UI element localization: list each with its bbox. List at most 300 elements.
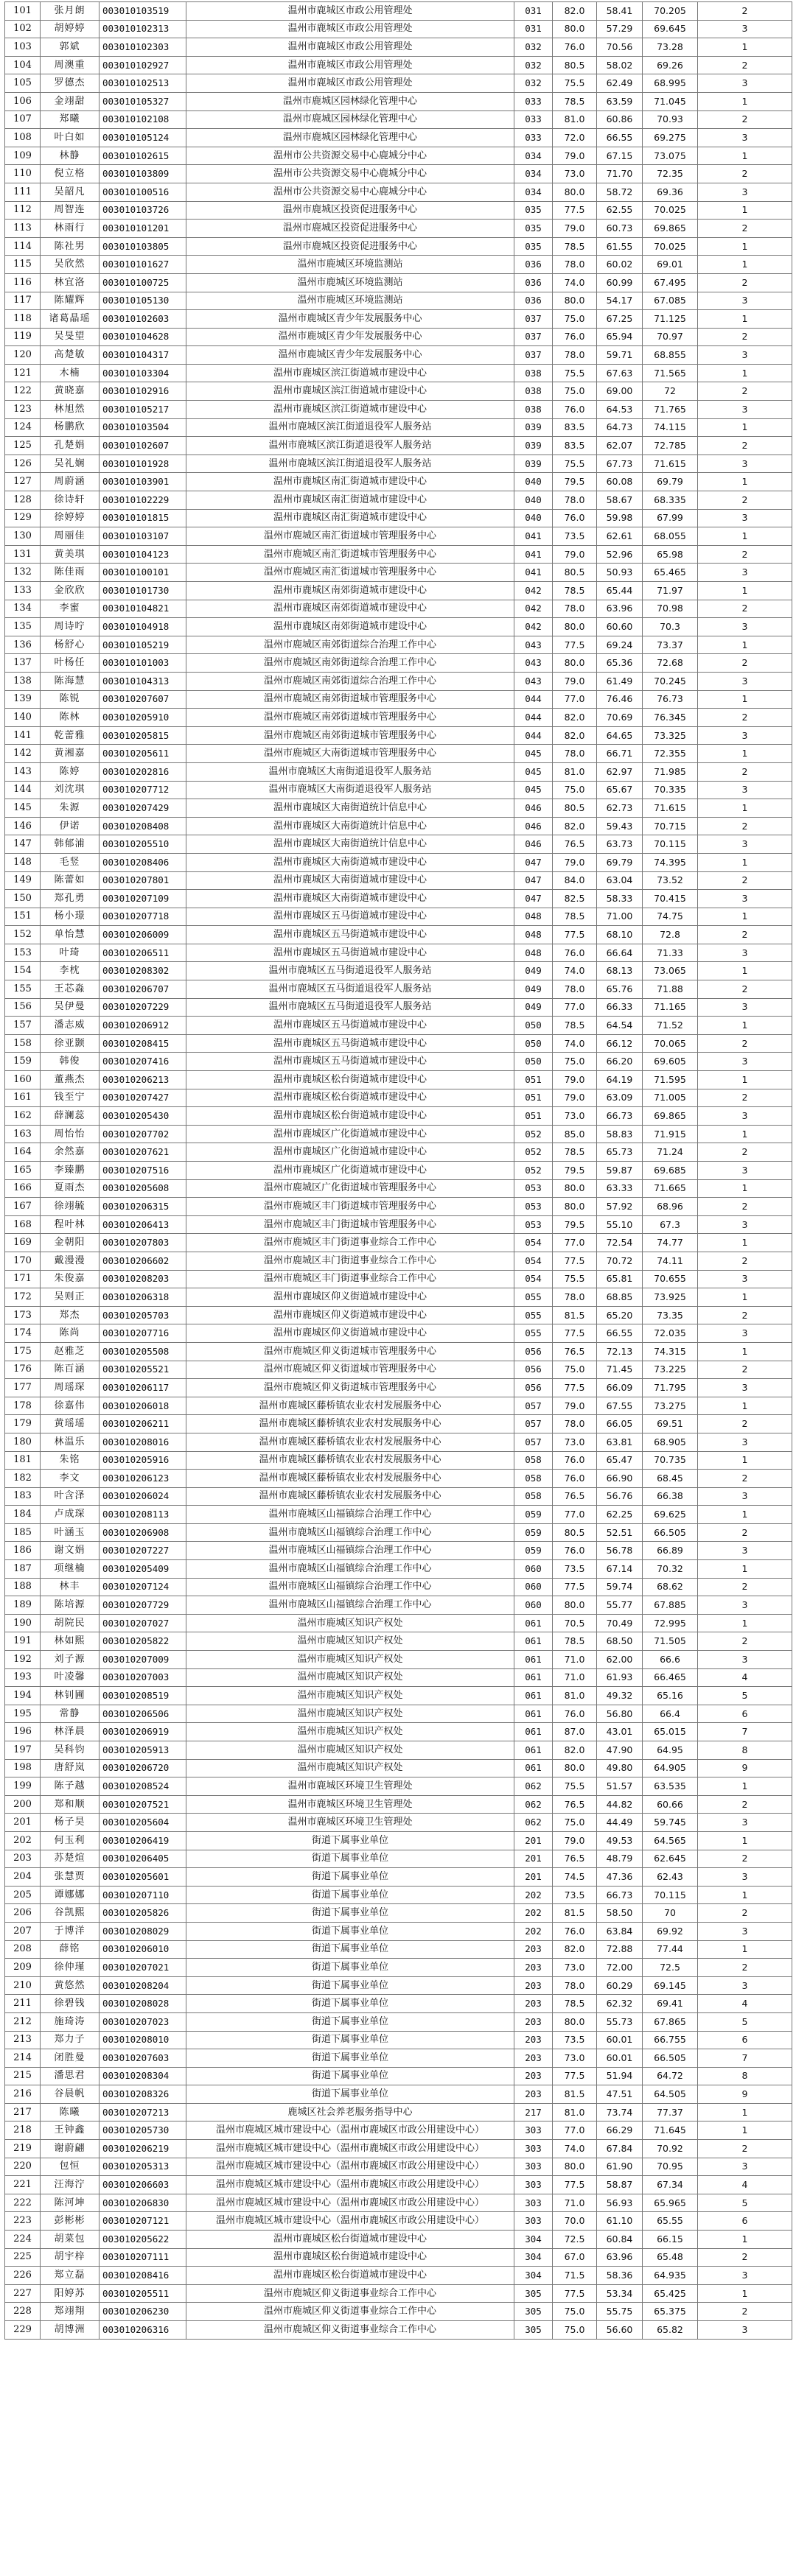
interview-score-cell: 62.07 (597, 437, 643, 455)
name-cell: 薛铭 (41, 1940, 100, 1959)
name-cell: 胡博洲 (41, 2321, 100, 2340)
total-score-cell: 67.99 (643, 509, 698, 527)
row-number-cell: 220 (5, 2158, 41, 2176)
rank-cell: 1 (698, 1342, 792, 1361)
row-number-cell: 145 (5, 799, 41, 818)
rank-cell: 3 (698, 74, 792, 93)
table-row (5, 1433, 792, 1451)
total-score-cell: 67.34 (643, 2176, 698, 2194)
total-score-cell: 72.35 (643, 165, 698, 183)
total-score-cell: 67.3 (643, 1215, 698, 1234)
row-number-cell: 160 (5, 1071, 41, 1089)
table-row (5, 1741, 792, 1760)
total-score-cell: 69.145 (643, 1976, 698, 1995)
written-score-cell: 78.0 (553, 256, 597, 274)
name-cell: 徐翊毓 (41, 1198, 100, 1216)
name-cell: 徐亚颢 (41, 1034, 100, 1053)
name-cell: 周丽佳 (41, 527, 100, 546)
position-code-cell: 050 (514, 1017, 553, 1035)
interview-score-cell: 63.09 (597, 1089, 643, 1107)
exam-id-cell: 003010206506 (100, 1705, 186, 1723)
position-code-cell: 036 (514, 256, 553, 274)
table-row (5, 672, 792, 690)
rank-cell: 1 (698, 147, 792, 165)
unit-cell: 街道下属事业单位 (186, 1922, 514, 1940)
total-score-cell: 70.415 (643, 890, 698, 908)
exam-id-cell: 003010102229 (100, 491, 186, 510)
row-number-cell: 105 (5, 74, 41, 93)
interview-score-cell: 60.99 (597, 273, 643, 292)
position-code-cell: 304 (514, 2231, 553, 2249)
total-score-cell: 70.97 (643, 328, 698, 346)
total-score-cell: 72.8 (643, 926, 698, 944)
interview-score-cell: 57.92 (597, 1198, 643, 1216)
name-cell: 薛澜蕊 (41, 1107, 100, 1126)
table-row (5, 1288, 792, 1307)
written-score-cell: 73.0 (553, 165, 597, 183)
interview-score-cell: 71.45 (597, 1361, 643, 1379)
total-score-cell: 76.345 (643, 709, 698, 727)
position-code-cell: 056 (514, 1361, 553, 1379)
written-score-cell: 74.0 (553, 273, 597, 292)
exam-id-cell: 003010206707 (100, 980, 186, 999)
total-score-cell: 69.41 (643, 1995, 698, 2013)
name-cell: 林丰 (41, 1578, 100, 1596)
unit-cell: 温州市鹿城区城市建设中心（温州市鹿城区市政公用建设中心） (186, 2176, 514, 2194)
total-score-cell: 66.89 (643, 1542, 698, 1560)
written-score-cell: 80.0 (553, 183, 597, 201)
rank-cell: 1 (698, 2121, 792, 2140)
rank-cell: 1 (698, 237, 792, 256)
row-number-cell: 189 (5, 1596, 41, 1615)
row-number-cell: 123 (5, 401, 41, 419)
rank-cell: 1 (698, 1179, 792, 1198)
position-code-cell: 033 (514, 92, 553, 110)
table-row (5, 56, 792, 74)
total-score-cell: 73.37 (643, 636, 698, 654)
exam-id-cell: 003010205511 (100, 2284, 186, 2303)
row-number-cell: 119 (5, 328, 41, 346)
position-code-cell: 036 (514, 273, 553, 292)
exam-id-cell: 003010102108 (100, 110, 186, 129)
written-score-cell: 81.0 (553, 762, 597, 781)
exam-id-cell: 003010207603 (100, 2049, 186, 2068)
rank-cell: 2 (698, 654, 792, 673)
interview-score-cell: 68.10 (597, 926, 643, 944)
row-number-cell: 199 (5, 1777, 41, 1796)
rank-cell: 1 (698, 473, 792, 491)
exam-id-cell: 003010207516 (100, 1162, 186, 1180)
rank-cell: 9 (698, 1759, 792, 1777)
rank-cell: 1 (698, 1777, 792, 1796)
row-number-cell: 135 (5, 618, 41, 636)
written-score-cell: 78.5 (553, 92, 597, 110)
interview-score-cell: 66.73 (597, 1107, 643, 1126)
total-score-cell: 73.35 (643, 1306, 698, 1324)
row-number-cell: 118 (5, 310, 41, 329)
exam-id-cell: 003010101928 (100, 455, 186, 473)
unit-cell: 温州市鹿城区山福镇综合治理工作中心 (186, 1523, 514, 1542)
position-code-cell: 303 (514, 2176, 553, 2194)
exam-id-cell: 003010207416 (100, 1053, 186, 1071)
total-score-cell: 68.45 (643, 1470, 698, 1488)
position-code-cell: 053 (514, 1179, 553, 1198)
interview-score-cell: 64.65 (597, 726, 643, 745)
interview-score-cell: 65.94 (597, 328, 643, 346)
row-number-cell: 134 (5, 600, 41, 618)
unit-cell: 街道下属事业单位 (186, 1886, 514, 1904)
interview-score-cell: 55.77 (597, 1596, 643, 1615)
exam-id-cell: 003010206219 (100, 2140, 186, 2158)
name-cell: 林泽晨 (41, 1723, 100, 1741)
unit-cell: 温州市鹿城区环境监测站 (186, 256, 514, 274)
interview-score-cell: 66.29 (597, 2121, 643, 2140)
rank-cell: 4 (698, 1668, 792, 1687)
total-score-cell: 65.16 (643, 1687, 698, 1705)
exam-id-cell: 003010205815 (100, 726, 186, 745)
unit-cell: 温州市鹿城区市政公用管理处 (186, 74, 514, 93)
row-number-cell: 211 (5, 1995, 41, 2013)
table-row (5, 1759, 792, 1777)
unit-cell: 温州市鹿城区城市建设中心（温州市鹿城区市政公用建设中心） (186, 2194, 514, 2212)
exam-id-cell: 003010103304 (100, 364, 186, 382)
name-cell: 胡院民 (41, 1614, 100, 1632)
rank-cell: 2 (698, 817, 792, 835)
unit-cell: 温州市鹿城区藤桥镇农业农村发展服务中心 (186, 1397, 514, 1415)
table-row (5, 147, 792, 165)
position-code-cell: 055 (514, 1306, 553, 1324)
written-score-cell: 83.5 (553, 437, 597, 455)
rank-cell: 2 (698, 491, 792, 510)
exam-id-cell: 003010207801 (100, 871, 186, 890)
unit-cell: 温州市鹿城区广化街道城市建设中心 (186, 1162, 514, 1180)
table-row (5, 1361, 792, 1379)
written-score-cell: 80.0 (553, 20, 597, 38)
rank-cell: 3 (698, 292, 792, 310)
interview-score-cell: 63.96 (597, 2248, 643, 2267)
unit-cell: 温州市鹿城区南郊街道城市管理服务中心 (186, 709, 514, 727)
interview-score-cell: 70.56 (597, 38, 643, 57)
row-number-cell: 192 (5, 1651, 41, 1669)
total-score-cell: 71.765 (643, 401, 698, 419)
exam-id-cell: 003010102607 (100, 437, 186, 455)
exam-id-cell: 003010206315 (100, 1198, 186, 1216)
row-number-cell: 140 (5, 709, 41, 727)
exam-id-cell: 003010100516 (100, 183, 186, 201)
written-score-cell: 78.0 (553, 980, 597, 999)
unit-cell: 温州市鹿城区青少年发展服务中心 (186, 310, 514, 329)
table-row (5, 292, 792, 310)
exam-id-cell: 003010206024 (100, 1487, 186, 1506)
unit-cell: 温州市鹿城区南郊街道综合治理工作中心 (186, 636, 514, 654)
exam-id-cell: 003010207712 (100, 781, 186, 799)
interview-score-cell: 67.15 (597, 147, 643, 165)
row-number-cell: 214 (5, 2049, 41, 2068)
unit-cell: 温州市鹿城区大南街道城市建设中心 (186, 853, 514, 871)
table-row (5, 1940, 792, 1959)
interview-score-cell: 67.63 (597, 364, 643, 382)
interview-score-cell: 59.98 (597, 509, 643, 527)
written-score-cell: 73.5 (553, 2031, 597, 2049)
unit-cell: 温州市鹿城区知识产权处 (186, 1687, 514, 1705)
interview-score-cell: 72.54 (597, 1234, 643, 1252)
position-code-cell: 049 (514, 980, 553, 999)
position-code-cell: 041 (514, 545, 553, 564)
interview-score-cell: 56.93 (597, 2194, 643, 2212)
position-code-cell: 304 (514, 2248, 553, 2267)
unit-cell: 街道下属事业单位 (186, 2012, 514, 2031)
position-code-cell: 203 (514, 2031, 553, 2049)
row-number-cell: 143 (5, 762, 41, 781)
unit-cell: 温州市鹿城区投资促进服务中心 (186, 237, 514, 256)
table-row (5, 1668, 792, 1687)
written-score-cell: 76.0 (553, 38, 597, 57)
exam-id-cell: 003010102603 (100, 310, 186, 329)
interview-score-cell: 63.73 (597, 835, 643, 854)
total-score-cell: 70.245 (643, 672, 698, 690)
written-score-cell: 77.5 (553, 1578, 597, 1596)
position-code-cell: 303 (514, 2158, 553, 2176)
exam-id-cell: 003010208408 (100, 817, 186, 835)
written-score-cell: 77.5 (553, 926, 597, 944)
row-number-cell: 110 (5, 165, 41, 183)
interview-score-cell: 62.25 (597, 1506, 643, 1524)
rank-cell: 6 (698, 2031, 792, 2049)
name-cell: 李蜜 (41, 600, 100, 618)
rank-cell: 1 (698, 1017, 792, 1035)
unit-cell: 温州市鹿城区知识产权处 (186, 1632, 514, 1651)
unit-cell: 温州市鹿城区南郊街道城市建设中心 (186, 600, 514, 618)
table-row (5, 1705, 792, 1723)
unit-cell: 温州市鹿城区五马街道城市建设中心 (186, 1053, 514, 1071)
interview-score-cell: 61.55 (597, 237, 643, 256)
rank-cell: 3 (698, 20, 792, 38)
exam-id-cell: 003010208304 (100, 2067, 186, 2085)
unit-cell: 温州市鹿城区南汇街道城市建设中心 (186, 491, 514, 510)
row-number-cell: 142 (5, 745, 41, 763)
interview-score-cell: 65.36 (597, 654, 643, 673)
row-number-cell: 223 (5, 2212, 41, 2231)
rank-cell: 3 (698, 1324, 792, 1343)
written-score-cell: 80.0 (553, 1759, 597, 1777)
written-score-cell: 71.5 (553, 2267, 597, 2285)
position-code-cell: 203 (514, 2049, 553, 2068)
interview-score-cell: 58.02 (597, 56, 643, 74)
row-number-cell: 203 (5, 1850, 41, 1868)
row-number-cell: 226 (5, 2267, 41, 2285)
rank-cell: 2 (698, 110, 792, 129)
rank-cell: 2 (698, 1578, 792, 1596)
position-code-cell: 062 (514, 1814, 553, 1832)
position-code-cell: 061 (514, 1651, 553, 1669)
name-cell: 徐仲瑾 (41, 1959, 100, 1977)
name-cell: 常静 (41, 1705, 100, 1723)
position-code-cell: 060 (514, 1560, 553, 1579)
rank-cell: 1 (698, 201, 792, 220)
position-code-cell: 034 (514, 147, 553, 165)
unit-cell: 温州市鹿城区山福镇综合治理工作中心 (186, 1506, 514, 1524)
position-code-cell: 203 (514, 1995, 553, 2013)
table-row (5, 273, 792, 292)
rank-cell: 2 (698, 1959, 792, 1977)
row-number-cell: 209 (5, 1959, 41, 1977)
interview-score-cell: 60.01 (597, 2049, 643, 2068)
exam-id-cell: 003010207124 (100, 1578, 186, 1596)
row-number-cell: 161 (5, 1089, 41, 1107)
position-code-cell: 041 (514, 564, 553, 582)
name-cell: 陈佳雨 (41, 564, 100, 582)
table-row (5, 2176, 792, 2194)
position-code-cell: 203 (514, 2067, 553, 2085)
total-score-cell: 68.995 (643, 74, 698, 93)
row-number-cell: 136 (5, 636, 41, 654)
table-row (5, 364, 792, 382)
table-row (5, 1614, 792, 1632)
name-cell: 苏楚煊 (41, 1850, 100, 1868)
row-number-cell: 171 (5, 1270, 41, 1288)
name-cell: 黄晓嘉 (41, 382, 100, 401)
interview-score-cell: 70.69 (597, 709, 643, 727)
position-code-cell: 055 (514, 1288, 553, 1307)
interview-score-cell: 56.80 (597, 1705, 643, 1723)
total-score-cell: 68.905 (643, 1433, 698, 1451)
row-number-cell: 169 (5, 1234, 41, 1252)
table-row (5, 1959, 792, 1977)
position-code-cell: 061 (514, 1759, 553, 1777)
row-number-cell: 222 (5, 2194, 41, 2212)
unit-cell: 温州市鹿城区丰门街道城市管理服务中心 (186, 1215, 514, 1234)
total-score-cell: 66.15 (643, 2231, 698, 2249)
unit-cell: 温州市鹿城区园林绿化管理中心 (186, 110, 514, 129)
unit-cell: 温州市鹿城区广化街道城市建设中心 (186, 1125, 514, 1143)
score-sheet (4, 1, 792, 2340)
total-score-cell: 64.95 (643, 1741, 698, 1760)
written-score-cell: 78.0 (553, 1288, 597, 1307)
unit-cell: 温州市鹿城区南郊街道综合治理工作中心 (186, 672, 514, 690)
row-number-cell: 126 (5, 455, 41, 473)
exam-id-cell: 003010207429 (100, 799, 186, 818)
unit-cell: 街道下属事业单位 (186, 1995, 514, 2013)
written-score-cell: 81.0 (553, 1687, 597, 1705)
exam-id-cell: 003010105130 (100, 292, 186, 310)
position-code-cell: 304 (514, 2267, 553, 2285)
written-score-cell: 79.0 (553, 220, 597, 238)
total-score-cell: 72 (643, 382, 698, 401)
exam-id-cell: 003010206010 (100, 1940, 186, 1959)
table-row (5, 618, 792, 636)
total-score-cell: 65.015 (643, 1723, 698, 1741)
unit-cell: 温州市鹿城区五马街道城市建设中心 (186, 908, 514, 926)
exam-id-cell: 003010206413 (100, 1215, 186, 1234)
written-score-cell: 82.0 (553, 2, 597, 21)
unit-cell: 温州市鹿城区知识产权处 (186, 1668, 514, 1687)
table-row (5, 473, 792, 491)
name-cell: 吴礼娴 (41, 455, 100, 473)
exam-id-cell: 003010100101 (100, 564, 186, 582)
position-code-cell: 058 (514, 1451, 553, 1470)
position-code-cell: 051 (514, 1107, 553, 1126)
rank-cell: 2 (698, 1850, 792, 1868)
rank-cell: 2 (698, 1143, 792, 1162)
table-row (5, 1723, 792, 1741)
position-code-cell: 033 (514, 129, 553, 147)
name-cell: 吴韶凡 (41, 183, 100, 201)
results-table (4, 1, 792, 2340)
name-cell: 吴旻望 (41, 328, 100, 346)
table-row (5, 129, 792, 147)
row-number-cell: 208 (5, 1940, 41, 1959)
row-number-cell: 178 (5, 1397, 41, 1415)
exam-id-cell: 003010207023 (100, 2012, 186, 2031)
interview-score-cell: 66.20 (597, 1053, 643, 1071)
row-number-cell: 101 (5, 2, 41, 21)
unit-cell: 温州市鹿城区山福镇综合治理工作中心 (186, 1596, 514, 1615)
exam-id-cell: 003010101730 (100, 582, 186, 600)
interview-score-cell: 64.19 (597, 1071, 643, 1089)
name-cell: 何玉利 (41, 1831, 100, 1850)
written-score-cell: 78.5 (553, 908, 597, 926)
rank-cell: 2 (698, 1904, 792, 1923)
interview-score-cell: 47.90 (597, 1741, 643, 1760)
table-row (5, 74, 792, 93)
unit-cell: 温州市鹿城区五马街道退役军人服务站 (186, 962, 514, 980)
name-cell: 周智连 (41, 201, 100, 220)
row-number-cell: 182 (5, 1470, 41, 1488)
name-cell: 王芯淼 (41, 980, 100, 999)
exam-id-cell: 003010105327 (100, 92, 186, 110)
written-score-cell: 73.0 (553, 1433, 597, 1451)
name-cell: 林旭然 (41, 401, 100, 419)
written-score-cell: 71.0 (553, 2194, 597, 2212)
rank-cell: 1 (698, 418, 792, 437)
position-code-cell: 054 (514, 1270, 553, 1288)
written-score-cell: 74.0 (553, 962, 597, 980)
unit-cell: 街道下属事业单位 (186, 1904, 514, 1923)
name-cell: 谷凯熙 (41, 1904, 100, 1923)
exam-id-cell: 003010104918 (100, 618, 186, 636)
row-number-cell: 193 (5, 1668, 41, 1687)
total-score-cell: 69.275 (643, 129, 698, 147)
table-row (5, 346, 792, 365)
exam-id-cell: 003010207803 (100, 1234, 186, 1252)
written-score-cell: 72.0 (553, 129, 597, 147)
row-number-cell: 162 (5, 1107, 41, 1126)
rank-cell: 1 (698, 1071, 792, 1089)
total-score-cell: 74.395 (643, 853, 698, 871)
written-score-cell: 75.5 (553, 1777, 597, 1796)
name-cell: 程叶林 (41, 1215, 100, 1234)
interview-score-cell: 66.33 (597, 998, 643, 1017)
unit-cell: 街道下属事业单位 (186, 2031, 514, 2049)
table-row (5, 1814, 792, 1832)
unit-cell: 温州市鹿城区投资促进服务中心 (186, 220, 514, 238)
written-score-cell: 79.5 (553, 1215, 597, 1234)
rank-cell: 3 (698, 726, 792, 745)
exam-id-cell: 003010207229 (100, 998, 186, 1017)
table-row (5, 1523, 792, 1542)
table-row (5, 817, 792, 835)
unit-cell: 温州市鹿城区广化街道城市管理服务中心 (186, 1179, 514, 1198)
unit-cell: 温州市鹿城区青少年发展服务中心 (186, 346, 514, 365)
total-score-cell: 74.315 (643, 1342, 698, 1361)
rank-cell: 1 (698, 1451, 792, 1470)
table-row (5, 799, 792, 818)
rank-cell: 1 (698, 1560, 792, 1579)
written-score-cell: 73.0 (553, 1107, 597, 1126)
row-number-cell: 157 (5, 1017, 41, 1035)
unit-cell: 温州市鹿城区知识产权处 (186, 1741, 514, 1760)
name-cell: 毛竖 (41, 853, 100, 871)
